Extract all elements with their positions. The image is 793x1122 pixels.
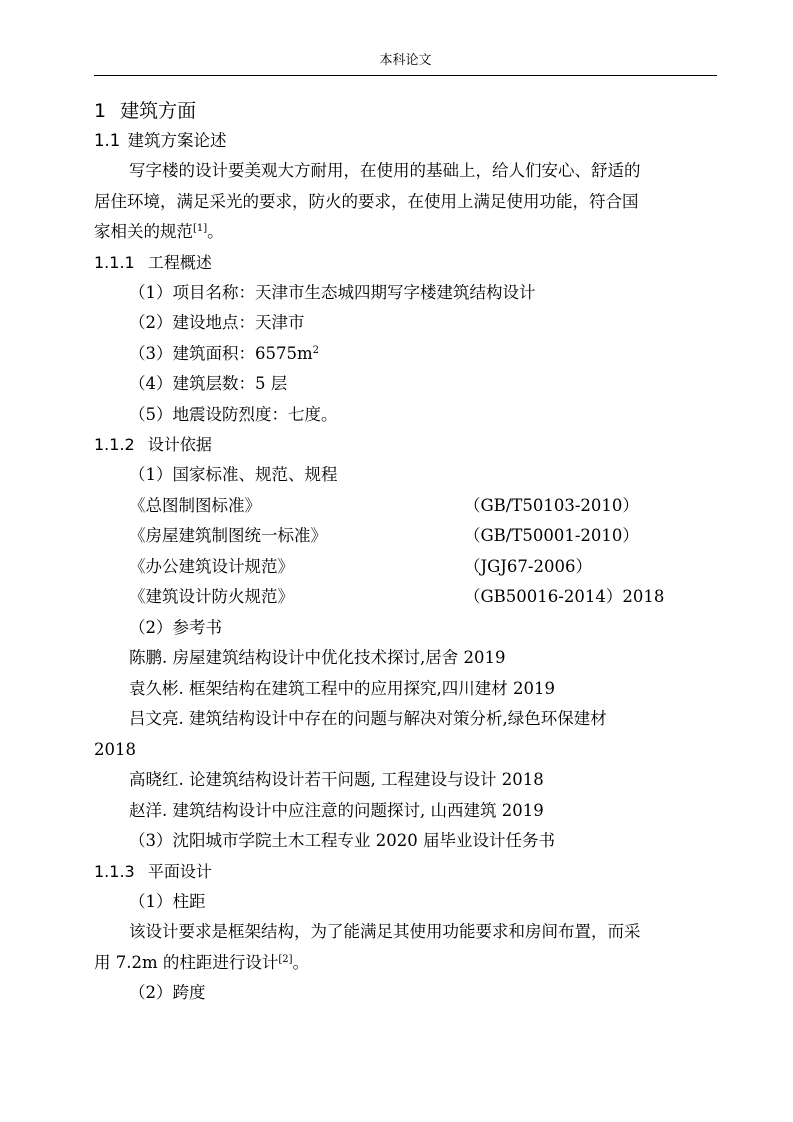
standard-row bbox=[94, 552, 719, 583]
list-item: （2）跨度 bbox=[129, 983, 206, 1002]
section-number: 1.1 bbox=[94, 131, 121, 150]
standard-row bbox=[94, 582, 719, 613]
section-number: 1.1.1 bbox=[94, 252, 135, 272]
paragraph-line: 写字楼的设计要美观大方耐用，在使用的基础上，给人们安心、舒适的 bbox=[129, 161, 641, 180]
standard-row bbox=[94, 521, 719, 552]
list-item: （2）建设地点：天津市 bbox=[129, 313, 305, 332]
standard-name: 《办公建筑设计规范》 bbox=[129, 556, 294, 576]
standard-name: 《总图制图标准》 bbox=[129, 495, 261, 515]
standard-code: （GB/T50001-2010） bbox=[464, 526, 639, 545]
paragraph-end: 。 bbox=[292, 952, 310, 972]
section-heading-1-1 bbox=[94, 126, 719, 156]
paragraph-line: 该设计要求是框架结构，为了能满足其使用功能要求和房间布置，而采 bbox=[129, 922, 641, 941]
standard-name: 《房屋建筑制图统一标准》 bbox=[129, 526, 327, 545]
reference-item: 吕文亮. 建筑结构设计中存在的问题与解决对策分析,绿色环保建材 bbox=[129, 709, 607, 728]
section-heading-1-1-2 bbox=[94, 430, 719, 460]
list-item: （1）国家标准、规范、规程 bbox=[129, 465, 338, 484]
standard-code: （JGJ67-2006） bbox=[464, 556, 592, 576]
standard-name: 《建筑设计防火规范》 bbox=[129, 587, 294, 606]
paragraph-line bbox=[94, 217, 719, 248]
section-heading-1-1-1 bbox=[94, 248, 719, 278]
reference-item: 高晓红. 论建筑结构设计若干问题, 工程建设与设计 2018 bbox=[129, 770, 544, 789]
list-item: （2）参考书 bbox=[129, 617, 222, 637]
paragraph-end: 。 bbox=[207, 222, 224, 241]
paragraph-text: 用 7.2m 的柱距进行设计 bbox=[94, 952, 279, 972]
list-item: （5）地震设防烈度：七度。 bbox=[129, 404, 338, 424]
citation-marker: [1] bbox=[193, 223, 208, 234]
section-title: 建筑方案论述 bbox=[127, 131, 227, 150]
section-heading-1 bbox=[94, 96, 719, 126]
paragraph-line bbox=[94, 948, 719, 979]
list-item: （1）柱距 bbox=[129, 891, 206, 911]
list-item-text: （3）建筑面积：6575m bbox=[129, 343, 313, 363]
section-title: 平面设计 bbox=[147, 861, 212, 881]
list-item bbox=[94, 339, 719, 370]
header-rule bbox=[94, 75, 717, 76]
standard-code: （GB/T50103-2010） bbox=[464, 495, 639, 515]
section-title: 设计依据 bbox=[147, 435, 212, 454]
section-number: 1.1.2 bbox=[94, 435, 135, 454]
standard-row bbox=[94, 491, 719, 522]
superscript: 2 bbox=[312, 344, 320, 356]
page-content bbox=[94, 94, 719, 1009]
reference-item: 陈鹏. 房屋建筑结构设计中优化技术探讨,居舍 2019 bbox=[129, 648, 506, 667]
standard-code: （GB50016-2014）2018 bbox=[464, 587, 665, 606]
reference-item: 袁久彬. 框架结构在建筑工程中的应用探究,四川建材 2019 bbox=[129, 678, 555, 698]
section-title: 工程概述 bbox=[147, 252, 212, 272]
running-header: 本科论文 bbox=[379, 53, 432, 68]
section-number: 1 bbox=[94, 100, 107, 122]
section-title: 建筑方面 bbox=[120, 100, 197, 122]
reference-item: 赵洋. 建筑结构设计中应注意的问题探讨, 山西建筑 2019 bbox=[129, 800, 544, 820]
citation-marker: [2] bbox=[278, 953, 293, 965]
section-number: 1.1.3 bbox=[94, 861, 135, 881]
list-item: （4）建筑层数：5 层 bbox=[129, 374, 288, 393]
paragraph-line: 居住环境，满足采光的要求，防火的要求，在使用上满足使用功能，符合国 bbox=[94, 191, 639, 211]
list-item: （1）项目名称：天津市生态城四期写字楼建筑结构设计 bbox=[129, 282, 536, 302]
reference-item-continued: 2018 bbox=[94, 739, 136, 759]
section-heading-1-1-3 bbox=[94, 857, 719, 887]
list-item: （3）沈阳城市学院土木工程专业 2020 届毕业设计任务书 bbox=[129, 831, 555, 850]
paragraph-text: 家相关的规范 bbox=[94, 222, 193, 241]
